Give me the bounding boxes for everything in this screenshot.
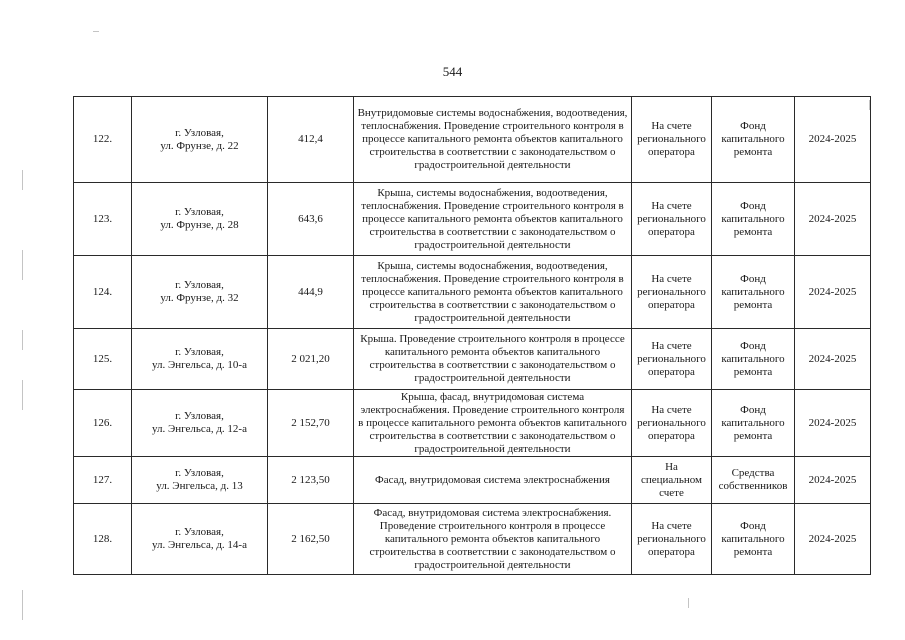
- account-type: На специальном счете: [640, 460, 703, 499]
- address-city: г. Узловая,: [175, 126, 224, 139]
- period-cell: [795, 390, 871, 457]
- address-cell: [132, 183, 268, 256]
- funding-source: Фонд капитального ремонта: [721, 519, 785, 558]
- row-number-cell: [74, 390, 132, 457]
- scan-mark: [22, 250, 23, 280]
- row-number-cell: [74, 97, 132, 183]
- funding-source: Фонд капитального ремонта: [721, 339, 785, 378]
- account-cell: [632, 256, 712, 329]
- work-description-cell: [354, 504, 632, 575]
- table-row: [74, 504, 871, 575]
- account-type: На счете регионального оператора: [637, 120, 706, 158]
- work-description-cell: [354, 329, 632, 390]
- address-cell: [132, 97, 268, 183]
- funding-source-cell: [712, 97, 795, 183]
- area-cell: [268, 329, 354, 390]
- account-cell: [632, 504, 712, 575]
- account-type: На счете регионального оператора: [637, 272, 706, 311]
- address-cell: [132, 504, 268, 575]
- area-cell: [268, 256, 354, 329]
- period: 2024-2025: [808, 416, 857, 429]
- table-row: [74, 390, 871, 457]
- address-city: г. Узловая,: [175, 526, 224, 538]
- area-cell: [268, 504, 354, 575]
- work-description: Внутридомовые системы водоснабжения, водоотведения, теплоснабжения. Проведение строительного контроля в процессе капитального ремонта объектов капитального строительства в соответствии с законодательством о градостроительной деятельности: [357, 107, 628, 171]
- area-value: 2 162,50: [291, 532, 330, 545]
- register-table: [73, 96, 871, 575]
- table-row: [74, 97, 871, 183]
- area-value: 2 152,70: [291, 416, 330, 429]
- funding-source-cell: [712, 256, 795, 329]
- address-street: ул. Энгельса, д. 13: [156, 480, 243, 492]
- account-type: На счете регионального оператора: [637, 519, 706, 558]
- account-type: На счете регионального оператора: [637, 339, 706, 378]
- account-cell: [632, 183, 712, 256]
- row-number-cell: [74, 457, 132, 504]
- period-cell: [795, 457, 871, 504]
- period-cell: [795, 183, 871, 256]
- table-row: [74, 457, 871, 504]
- area-value: 444,9: [298, 285, 323, 298]
- address-city: г. Узловая,: [175, 206, 224, 218]
- address-city: г. Узловая,: [175, 346, 224, 358]
- work-description: Крыша, системы водоснабжения, водоотведения, теплоснабжения. Проведение строительного контроля в процессе капитального ремонта объектов капитального строительства в соответствии с законодательством о градостроительной деятельности: [361, 186, 624, 251]
- work-description: Фасад, внутридомовая система электроснабжения. Проведение строительного контроля в процессе капитального ремонта объектов капитального строительства в соответствии с законодательством о градостроительной деятельности: [369, 506, 616, 571]
- area-cell: [268, 457, 354, 504]
- row-number: 123.: [92, 212, 113, 225]
- period: 2024-2025: [808, 285, 857, 298]
- address-street: ул. Фрунзе, д. 28: [160, 219, 239, 231]
- address-city: г. Узловая,: [175, 279, 224, 291]
- work-description: Крыша, системы водоснабжения, водоотведения, теплоснабжения. Проведение строительного контроля в процессе капитального ремонта объектов капитального строительства в соответствии с законодательством о градостроительной деятельности: [361, 259, 624, 324]
- funding-source-cell: [712, 504, 795, 575]
- scan-mark: [93, 31, 99, 32]
- work-description: Крыша. Проведение строительного контроля в процессе капитального ремонта объектов капитального строительства в соответствии с законодательством о градостроительной деятельности: [360, 333, 625, 384]
- account-cell: [632, 329, 712, 390]
- account-cell: [632, 390, 712, 457]
- address-street: ул. Энгельса, д. 10-а: [152, 359, 247, 371]
- account-cell: [632, 97, 712, 183]
- address-cell: [132, 390, 268, 457]
- area-cell: [268, 183, 354, 256]
- funding-source-cell: [712, 329, 795, 390]
- table-row: [74, 256, 871, 329]
- period: 2024-2025: [808, 352, 857, 365]
- area-value: 2 021,20: [291, 352, 330, 365]
- scan-mark: [22, 170, 23, 190]
- work-description-cell: [354, 97, 632, 183]
- address-street: ул. Энгельса, д. 14-а: [152, 539, 247, 551]
- address-street: ул. Фрунзе, д. 22: [160, 139, 239, 152]
- page-number: 544: [442, 64, 463, 79]
- row-number: 128.: [92, 532, 113, 545]
- row-number-cell: [74, 256, 132, 329]
- area-value: 2 123,50: [291, 473, 330, 486]
- row-number-cell: [74, 329, 132, 390]
- row-number: 127.: [92, 473, 113, 486]
- work-description-cell: [354, 183, 632, 256]
- work-description-cell: [354, 390, 632, 457]
- funding-source-cell: [712, 457, 795, 504]
- funding-source: Фонд капитального ремонта: [721, 403, 785, 442]
- funding-source: Фонд капитального ремонта: [721, 199, 785, 238]
- account-cell: [632, 457, 712, 504]
- address-cell: [132, 329, 268, 390]
- address-city: г. Узловая,: [175, 467, 224, 479]
- work-description-cell: [354, 457, 632, 504]
- funding-source: Средства собственников: [718, 467, 788, 492]
- funding-source-cell: [712, 183, 795, 256]
- scan-mark: [22, 330, 23, 350]
- address-city: г. Узловая,: [175, 410, 224, 422]
- period: 2024-2025: [808, 473, 857, 486]
- funding-source: Фонд капитального ремонта: [721, 272, 785, 311]
- funding-source-cell: [712, 390, 795, 457]
- address-cell: [132, 457, 268, 504]
- row-number: 126.: [92, 416, 113, 429]
- scan-mark: [22, 380, 23, 410]
- area-value: 643,6: [298, 212, 323, 225]
- account-type: На счете регионального оператора: [637, 199, 706, 238]
- table-row: [74, 329, 871, 390]
- scan-mark: [22, 590, 23, 620]
- area-cell: [268, 97, 354, 183]
- row-number-cell: [74, 183, 132, 256]
- address-street: ул. Энгельса, д. 12-а: [152, 423, 247, 435]
- period: 2024-2025: [808, 532, 857, 545]
- work-description-cell: [354, 256, 632, 329]
- period-cell: [795, 504, 871, 575]
- address-cell: [132, 256, 268, 329]
- work-description: Крыша, фасад, внутридомовая система электроснабжения. Проведение строительного контроля в процессе капитального ремонта объектов капитального строительства в соответствии с законодательством о градостроительной деятельности: [358, 390, 627, 455]
- table-row: [74, 183, 871, 256]
- address-street: ул. Фрунзе, д. 32: [160, 292, 239, 304]
- row-number: 122.: [92, 133, 113, 145]
- work-description: Фасад, внутридомовая система электроснабжения: [375, 473, 610, 486]
- funding-source: Фонд капитального ремонта: [721, 120, 785, 158]
- area-value: 412,4: [298, 133, 323, 145]
- period-cell: [795, 329, 871, 390]
- period-cell: [795, 256, 871, 329]
- row-number: 124.: [92, 285, 113, 298]
- row-number-cell: [74, 504, 132, 575]
- account-type: На счете регионального оператора: [637, 403, 706, 442]
- row-number: 125.: [92, 352, 113, 365]
- period: 2024-2025: [808, 133, 857, 145]
- area-cell: [268, 390, 354, 457]
- period: 2024-2025: [808, 212, 857, 225]
- scan-mark: [688, 598, 689, 608]
- period-cell: [795, 97, 871, 183]
